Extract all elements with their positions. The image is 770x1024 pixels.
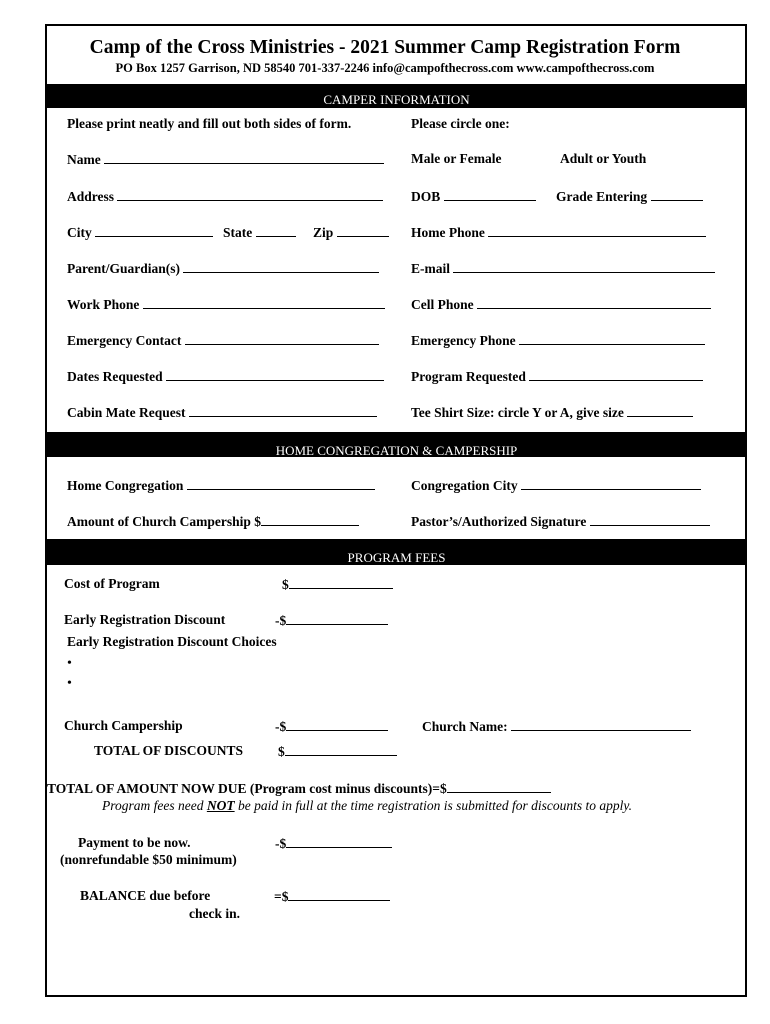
church-campership-line[interactable] (286, 718, 388, 731)
balance-label-1: BALANCE due before (80, 888, 211, 903)
parent-line[interactable] (183, 260, 379, 273)
home-phone-line[interactable] (488, 224, 706, 237)
dob-field[interactable] (411, 188, 536, 205)
address-label: Address (67, 189, 115, 204)
zip-label: Zip (313, 225, 334, 240)
city-line[interactable] (95, 224, 213, 237)
cell-phone-line[interactable] (477, 296, 711, 309)
state-field[interactable] (223, 224, 296, 241)
cost-of-program-label: Cost of Program (64, 576, 160, 591)
dates-requested-field[interactable] (67, 368, 384, 385)
program-requested-label: Program Requested (411, 369, 526, 384)
church-campership-label: Church Campership (64, 718, 183, 733)
emergency-phone-line[interactable] (519, 332, 705, 345)
fees-note-end: be paid in full at the time registration is submitted for discounts to apply. (234, 798, 632, 813)
dob-label: DOB (411, 189, 441, 204)
total-discounts-line[interactable] (285, 743, 397, 756)
work-phone-line[interactable] (143, 296, 385, 309)
emergency-phone-field[interactable] (411, 332, 705, 349)
congregation-heading: HOME CONGREGATION & CAMPERSHIP (46, 432, 747, 457)
home-congregation-line[interactable] (187, 477, 375, 490)
instructions-text: Please print neatly and fill out both sides of form. (67, 116, 352, 131)
zip-line[interactable] (337, 224, 389, 237)
parent-label: Parent/Guardian(s) (67, 261, 181, 276)
campership-amount-field[interactable] (67, 513, 359, 530)
payment-field[interactable] (275, 835, 392, 852)
dob-line[interactable] (444, 188, 536, 201)
balance-prefix: =$ (274, 889, 289, 904)
home-congregation-field[interactable] (67, 477, 375, 494)
contact-line: PO Box 1257 Garrison, ND 58540 701-337-2246 info@campofthecross.com www.campofthecross.com (115, 61, 655, 75)
emergency-contact-field[interactable] (67, 332, 379, 349)
grade-field[interactable] (556, 188, 703, 205)
early-discount-prefix: -$ (275, 613, 287, 628)
camper-info-heading: CAMPER INFORMATION (46, 84, 747, 108)
discount-choice-bullet-2: • (67, 676, 72, 691)
name-label: Name (67, 152, 101, 167)
name-field[interactable] (67, 151, 384, 168)
pastor-signature-line[interactable] (590, 513, 710, 526)
program-fees-heading: PROGRAM FEES (46, 539, 747, 565)
campership-amount-label: Amount of Church Campership $ (67, 514, 262, 529)
dates-requested-line[interactable] (166, 368, 384, 381)
balance-field[interactable] (274, 888, 390, 905)
age-group-option[interactable]: Adult or Youth (560, 151, 647, 166)
balance-line[interactable] (288, 888, 390, 901)
pastor-signature-label: Pastor’s/Authorized Signature (411, 514, 587, 529)
tee-shirt-field[interactable] (411, 404, 693, 421)
pastor-signature-field[interactable] (411, 513, 710, 530)
cabin-mate-line[interactable] (189, 404, 377, 417)
tee-shirt-line[interactable] (627, 404, 693, 417)
gender-option[interactable]: Male or Female (411, 151, 502, 166)
early-discount-field[interactable] (275, 612, 388, 629)
early-discount-label: Early Registration Discount (64, 612, 226, 627)
home-phone-field[interactable] (411, 224, 706, 241)
form-title: Camp of the Cross Ministries - 2021 Summer Camp Registration Form (89, 37, 681, 58)
total-discounts-prefix: $ (278, 744, 285, 759)
payment-prefix: -$ (275, 836, 287, 851)
congregation-city-field[interactable] (411, 477, 701, 494)
state-line[interactable] (256, 224, 296, 237)
grade-label: Grade Entering (556, 189, 648, 204)
city-label: City (67, 225, 92, 240)
address-line[interactable] (117, 188, 383, 201)
program-requested-line[interactable] (529, 368, 703, 381)
early-discount-choices-label: Early Registration Discount Choices (67, 634, 277, 649)
payment-line[interactable] (286, 835, 392, 848)
tee-shirt-label: Tee Shirt Size: circle Y or A, give size (411, 405, 624, 420)
cost-of-program-field[interactable] (282, 576, 393, 593)
home-congregation-label: Home Congregation (67, 478, 184, 493)
zip-field[interactable] (313, 224, 389, 241)
email-line[interactable] (453, 260, 715, 273)
parent-field[interactable] (67, 260, 379, 277)
work-phone-label: Work Phone (67, 297, 140, 312)
total-due-field[interactable] (47, 780, 551, 797)
total-discounts-label: TOTAL OF DISCOUNTS (94, 743, 244, 758)
church-name-label: Church Name: (422, 719, 508, 734)
cell-phone-label: Cell Phone (411, 297, 474, 312)
emergency-contact-line[interactable] (185, 332, 379, 345)
grade-line[interactable] (651, 188, 703, 201)
address-field[interactable] (67, 188, 383, 205)
cost-prefix: $ (282, 577, 289, 592)
payment-label-1: Payment to be now. (78, 835, 191, 850)
program-requested-field[interactable] (411, 368, 703, 385)
work-phone-field[interactable] (67, 296, 385, 313)
fees-note-start: Program fees need (102, 798, 207, 813)
church-name-field[interactable] (422, 718, 691, 735)
discount-choice-bullet-1: • (67, 656, 72, 671)
city-field[interactable] (67, 224, 213, 241)
state-label: State (223, 225, 253, 240)
cell-phone-field[interactable] (411, 296, 711, 313)
total-due-line[interactable] (447, 780, 551, 793)
cabin-mate-label: Cabin Mate Request (67, 405, 186, 420)
campership-amount-line[interactable] (261, 513, 359, 526)
dates-requested-label: Dates Requested (67, 369, 163, 384)
payment-label-2: (nonrefundable $50 minimum) (60, 852, 237, 867)
church-campership-field[interactable] (275, 718, 388, 735)
fees-note (102, 798, 632, 814)
email-label: E-mail (411, 261, 450, 276)
emergency-contact-label: Emergency Contact (67, 333, 182, 348)
congregation-city-label: Congregation City (411, 478, 518, 493)
home-phone-label: Home Phone (411, 225, 485, 240)
circle-one-text: Please circle one: (411, 116, 510, 131)
total-discounts-field[interactable] (278, 743, 397, 760)
church-name-line[interactable] (511, 718, 691, 731)
total-due-label: TOTAL OF AMOUNT NOW DUE (Program cost minus discounts)=$ (47, 781, 447, 796)
cost-of-program-line[interactable] (289, 576, 393, 589)
church-campership-prefix: -$ (275, 719, 287, 734)
name-line[interactable] (104, 151, 384, 164)
balance-label-2: check in. (189, 906, 241, 921)
fees-note-not: NOT (206, 798, 235, 813)
congregation-city-line[interactable] (521, 477, 701, 490)
early-discount-line[interactable] (286, 612, 388, 625)
emergency-phone-label: Emergency Phone (411, 333, 516, 348)
cabin-mate-field[interactable] (67, 404, 377, 421)
email-field[interactable] (411, 260, 715, 277)
